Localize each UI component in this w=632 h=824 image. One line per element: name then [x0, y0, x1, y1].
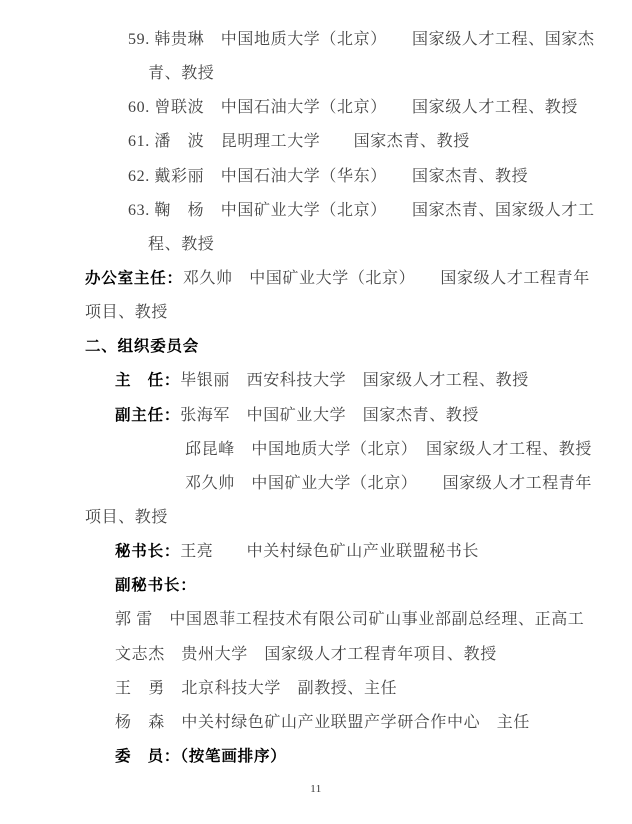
member-item-63: [0, 194, 632, 228]
line-text: 文志杰 贵州大学 国家级人才工程青年项目、教授: [115, 645, 497, 663]
line-text: 62. 戴彩丽 中国石油大学（华东） 国家杰青、教授: [128, 167, 529, 185]
deputy-secretary-general-label: 副秘书长：: [115, 577, 197, 595]
office-director-label: 办公室主任：: [85, 269, 183, 287]
committee-members-heading: [0, 740, 632, 774]
vice-chair-name-3: [0, 467, 632, 501]
committee-members-label: 委 员：（按笔画排序）: [115, 747, 287, 765]
line-text: 青、教授: [148, 65, 215, 83]
deputy-sg-member-3: [0, 672, 632, 706]
vice-chair-label: 副主任：: [115, 406, 181, 424]
line-text: 63. 鞠 杨 中国矿业大学（北京） 国家杰青、国家级人才工: [128, 201, 595, 219]
line-text: 郭 雷 中国恩菲工程技术有限公司矿山事业部副总经理、正高工: [115, 611, 585, 629]
line-text: 邱昆峰 中国地质大学（北京） 国家级人才工程、教授: [185, 440, 593, 458]
vice-chair-name-3-continuation: [0, 501, 632, 535]
chair-label: 主 任：: [115, 372, 181, 390]
line-text: 毕银丽 西安科技大学 国家级人才工程、教授: [180, 372, 529, 390]
line-text: 项目、教授: [85, 508, 169, 526]
page-number: 11: [310, 783, 322, 795]
line-text: 杨 森 中关村绿色矿山产业联盟产学研合作中心 主任: [115, 713, 531, 731]
line-text: 59. 韩贵琳 中国地质大学（北京） 国家级人才工程、国家杰: [128, 31, 595, 48]
member-item-59-continuation: [0, 57, 632, 91]
vice-chair-name-2: [0, 433, 632, 467]
secretary-general-label: 秘书长：: [115, 543, 181, 561]
line-text: 邓久帅 中国矿业大学（北京） 国家级人才工程青年: [185, 474, 593, 492]
section-heading-organizing-committee: [0, 330, 632, 364]
line-text: 王亮 中关村绿色矿山产业联盟秘书长: [180, 543, 480, 561]
office-director-line: [0, 262, 632, 296]
deputy-secretary-general-heading: [0, 569, 632, 603]
vice-chair-line: [0, 399, 632, 433]
deputy-sg-member-1: [0, 603, 632, 637]
line-text: 60. 曾联波 中国石油大学（北京） 国家级人才工程、教授: [128, 99, 579, 117]
member-item-62: [0, 160, 632, 194]
member-item-61: [0, 125, 632, 159]
line-text: 张海军 中国矿业大学 国家杰青、教授: [180, 406, 480, 424]
line-text: 61. 潘 波 昆明理工大学 国家杰青、教授: [128, 133, 470, 151]
member-item-63-continuation: [0, 228, 632, 262]
office-director-continuation: [0, 296, 632, 330]
deputy-sg-member-4: [0, 706, 632, 740]
secretary-general-line: [0, 535, 632, 569]
deputy-sg-member-2: [0, 638, 632, 672]
line-text: 邓久帅 中国矿业大学（北京） 国家级人才工程青年: [182, 269, 590, 287]
chair-line: [0, 364, 632, 398]
line-text: 王 勇 北京科技大学 副教授、主任: [115, 679, 398, 697]
member-item-59: [0, 23, 632, 57]
section-heading-label: 二、组织委员会: [85, 338, 200, 356]
member-item-60: [0, 91, 632, 125]
line-text: 程、教授: [148, 235, 215, 253]
line-text: 项目、教授: [85, 304, 169, 322]
